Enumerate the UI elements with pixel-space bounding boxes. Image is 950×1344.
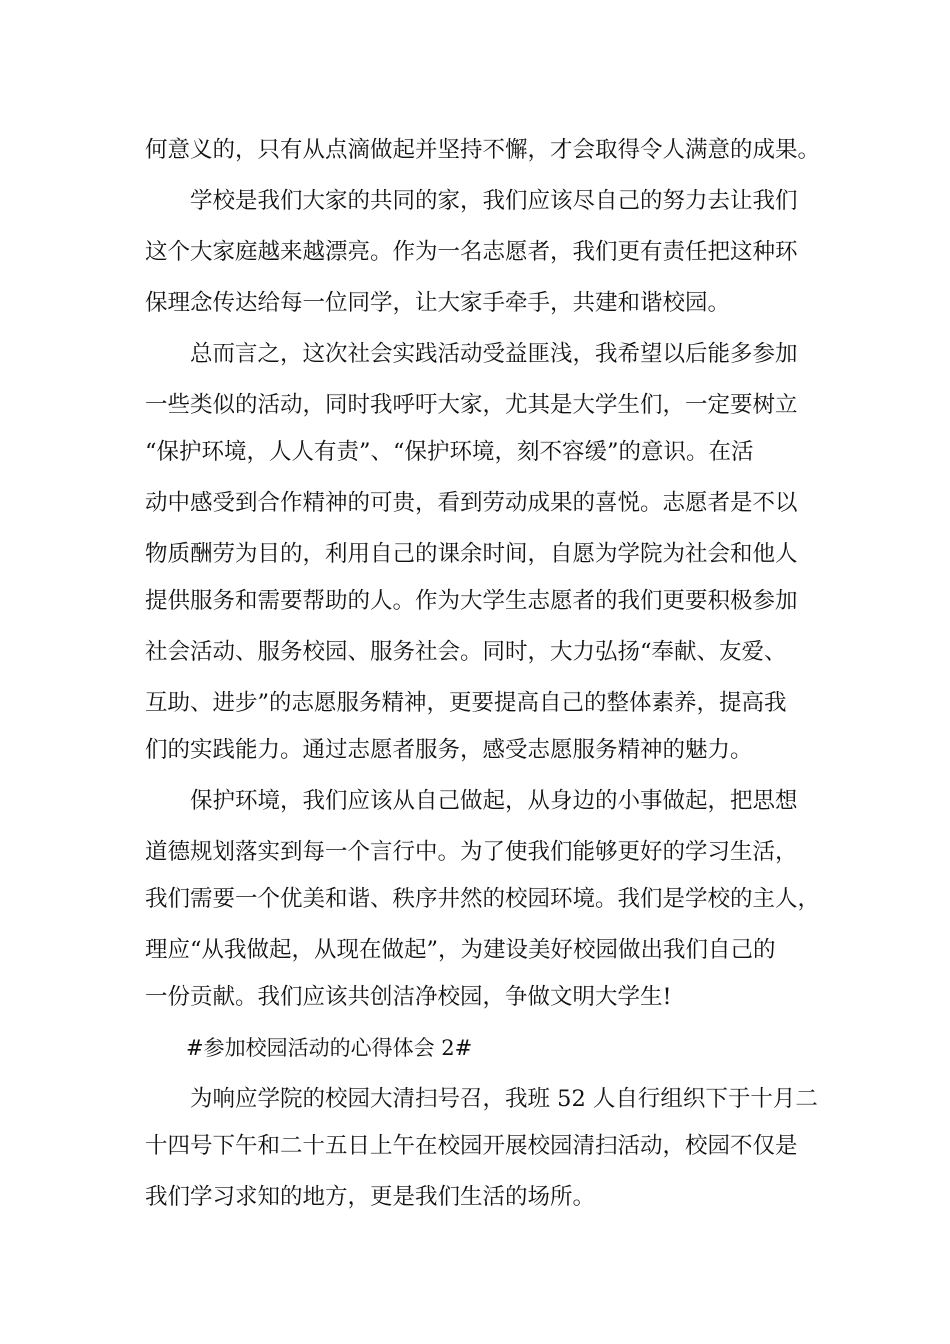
paragraph-line: 们的实践能力。通过志愿者服务，感受志愿服务精神的魅力。	[145, 737, 753, 763]
paragraph-line: 这个大家庭越来越漂亮。作为一名志愿者，我们更有责任把这种环	[145, 239, 798, 265]
paragraph-line: 为响应学院的校园大清扫号召，我班 52 人自行组织下于十月二	[190, 1086, 818, 1112]
paragraph-line: 我们学习求知的地方，更是我们生活的场所。	[145, 1184, 596, 1210]
paragraph-line: 总而言之，这次社会实践活动受益匪浅，我希望以后能多参加	[190, 341, 798, 367]
paragraph-line: 互助、进步”的志愿服务精神，更要提高自己的整体素养，提高我	[145, 690, 787, 716]
paragraph-line: 保理念传达给每一位同学，让大家手牵手，共建和谐校园。	[145, 290, 731, 316]
paragraph-line: 一些类似的活动，同时我呼吁大家，尤其是大学生们，一定要树立	[145, 392, 798, 418]
paragraph-line: 理应“从我做起，从现在做起”，为建设美好校园做出我们自己的	[145, 937, 776, 963]
paragraph-line: 社会活动、服务校园、服务社会。同时，大力弘扬“奉献、友爱、	[145, 639, 787, 665]
paragraph-line: 物质酬劳为目的，利用自己的课余时间，自愿为学院为社会和他人	[145, 541, 798, 567]
paragraph-line: “保护环境，人人有责”、“保护环境，刻不容缓”的意识。在活	[145, 439, 754, 465]
section-heading: #参加校园活动的心得体会 2#	[186, 1036, 473, 1060]
paragraph-line: 学校是我们大家的共同的家，我们应该尽自己的努力去让我们	[190, 188, 798, 214]
paragraph-line: 十四号下午和二十五日上午在校园开展校园清扫活动，校园不仅是	[145, 1133, 798, 1159]
paragraph-line: 我们需要一个优美和谐、秩序井然的校园环境。我们是学校的主人，	[145, 886, 821, 912]
paragraph-line: 提供服务和需要帮助的人。作为大学生志愿者的我们更要积极参加	[145, 588, 798, 614]
paragraph-line: 何意义的，只有从点滴做起并坚持不懈，才会取得令人满意的成果。	[145, 137, 821, 163]
paragraph-line: 道德规划落实到每一个言行中。为了使我们能够更好的学习生活，	[145, 839, 798, 865]
paragraph-line: 保护环境，我们应该从自己做起，从身边的小事做起，把思想	[190, 788, 798, 814]
paragraph-line: 一份贡献。我们应该共创洁净校园，争做文明大学生!	[145, 984, 672, 1010]
paragraph-line: 动中感受到合作精神的可贵，看到劳动成果的喜悦。志愿者是不以	[145, 490, 798, 516]
